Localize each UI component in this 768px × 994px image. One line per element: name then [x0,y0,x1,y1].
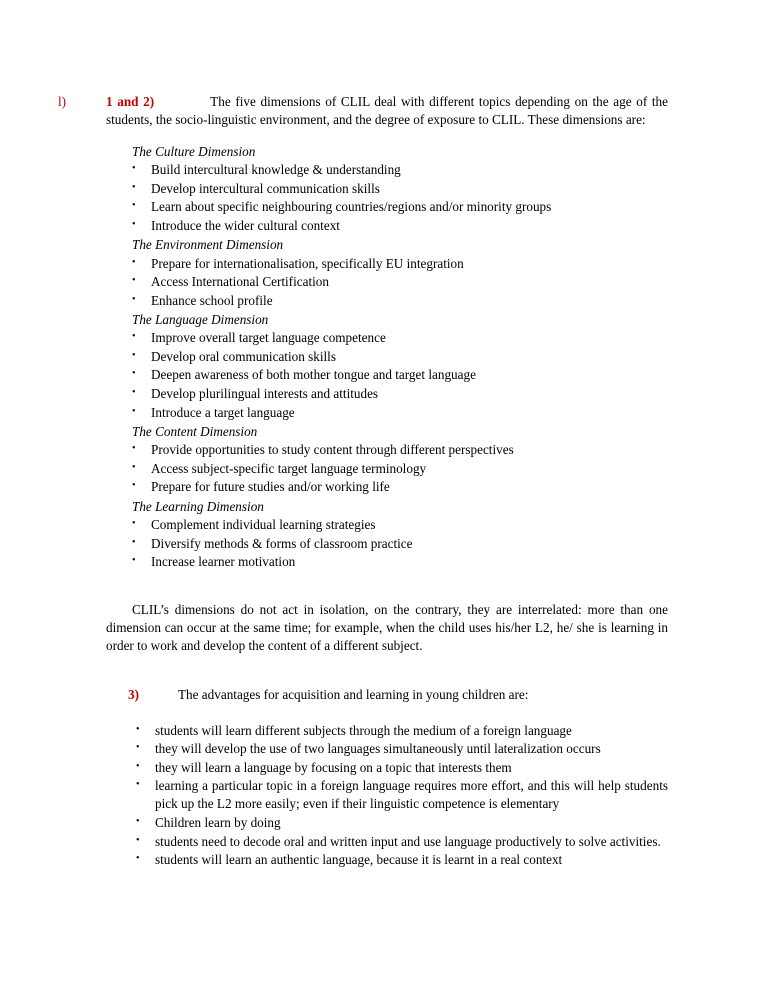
list-item: • Introduce the wider cultural context [132,217,668,235]
item-3-marker: 3) [128,686,139,702]
list-item: • Enhance school profile [132,292,668,310]
dimension-heading: The Learning Dimension [132,498,264,514]
document-body [58,93,668,869]
list-item: • Access subject-specific target language terminology [132,460,668,478]
list-item: • Children learn by doing [136,814,668,832]
list-marker-number: 1 and 2) [106,94,155,110]
list-marker-letter: l) [58,94,67,110]
dimension-bullet-list [58,161,668,235]
list-item: • learning a particular topic in a foreign language requires more effort, and this will help students pick up the L2 more easily; even if their linguistic competence is elementary [136,777,668,813]
list-item: • Learn about specific neighbouring countries/regions and/or minority groups [132,198,668,216]
item-1-paragraph [106,93,668,129]
dimension-section-environment [58,236,668,310]
dimension-bullet-list [58,329,668,421]
dimension-heading: The Content Dimension [132,423,258,439]
dimension-heading: The Language Dimension [132,311,269,327]
dimension-bullet-list [58,441,668,496]
dimension-bullet-list [58,516,668,571]
list-item: • they will develop the use of two languages simultaneously until lateralization occurs [136,740,668,758]
list-item: • Complement individual learning strategies [132,516,668,534]
list-item: • Develop intercultural communication skills [132,180,668,198]
list-item: • Develop plurilingual interests and attitudes [132,385,668,403]
middle-paragraph: CLIL’s dimensions do not act in isolation, on the contrary, they are interrelated: more than one dimension can occur at the same time; for example, when the child uses his/her L2, he/ she is learning in order to work and develop the content of a different subject. [106,602,668,654]
list-item: • Access International Certification [132,273,668,291]
dimension-section-content [58,423,668,497]
list-item: • they will learn a language by focusing on a topic that interests them [136,759,668,777]
list-item: • Prepare for internationalisation, specifically EU integration [132,255,668,273]
list-item: • Build intercultural knowledge & understanding [132,161,668,179]
list-item: • students will learn different subjects through the medium of a foreign language [136,722,668,740]
dimension-section-culture [58,143,668,235]
list-item: • Improve overall target language competence [132,329,668,347]
dimension-section-learning [58,498,668,572]
list-item: • Deepen awareness of both mother tongue and target language [132,366,668,384]
item-3-text: The advantages for acquisition and learning in young children are: [178,686,529,702]
list-item: • Introduce a target language [132,404,668,422]
item-1-intro-text: The five dimensions of CLIL deal with different topics depending on the age of the students, the socio-linguistic environment, and the degree of exposure to CLIL. These dimensions are: [106,94,668,128]
list-item: • Diversify methods & forms of classroom practice [132,535,668,553]
list-item: • Increase learner motivation [132,553,668,571]
list-item: • students will learn an authentic language, because it is learnt in a real context [136,851,668,869]
dimension-heading: The Culture Dimension [132,143,256,159]
list-item: • Prepare for future studies and/or working life [132,478,668,496]
item-1-block [58,93,668,129]
dimension-section-language [58,311,668,422]
dimension-heading: The Environment Dimension [132,236,284,252]
list-item: • students need to decode oral and written input and use language productively to solve activities. [136,833,668,851]
list-item: • Develop oral communication skills [132,348,668,366]
list-item: • Provide opportunities to study content through different perspectives [132,441,668,459]
dimension-bullet-list [58,255,668,310]
item-3-block [106,686,668,704]
advantages-bullet-list [58,722,668,870]
